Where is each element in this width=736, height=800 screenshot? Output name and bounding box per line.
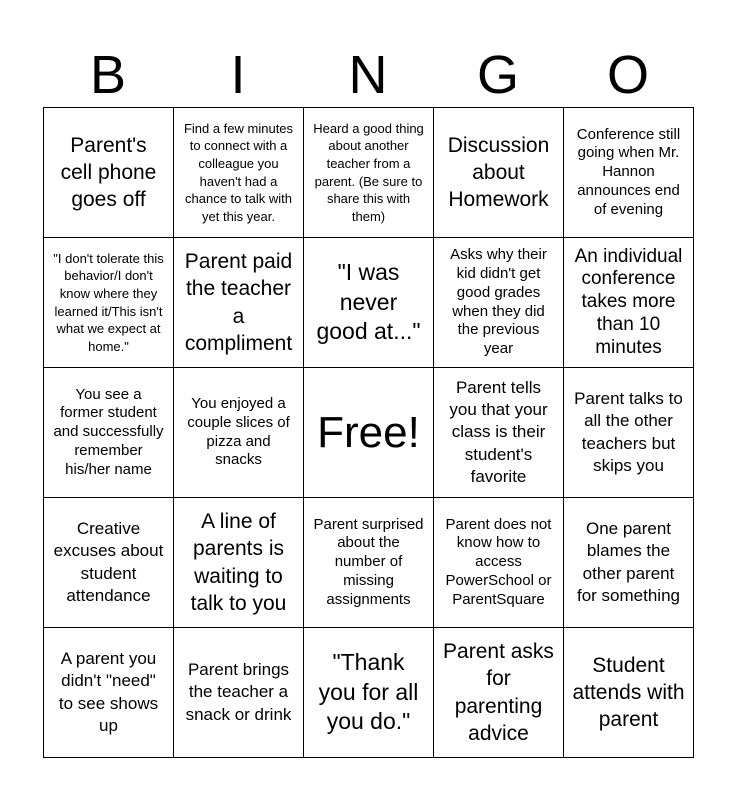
free-space[interactable] <box>304 368 434 498</box>
cell-text: "Thank you for all you do." <box>318 648 419 735</box>
cell-text: Find a few minutes to connect with a colleague you haven't had a chance to talk with yet this year. <box>183 120 294 224</box>
cell-text: An individual conference takes more than 10 minutes <box>574 245 683 358</box>
cell-text: Heard a good thing about another teacher from a parent. (Be sure to share this with them) <box>313 120 424 224</box>
bingo-cell[interactable] <box>434 238 564 368</box>
bingo-cell[interactable] <box>174 108 304 238</box>
bingo-cell[interactable] <box>564 108 694 238</box>
cell-text: Student attends with parent <box>572 653 685 732</box>
bingo-cell[interactable] <box>304 238 434 368</box>
cell-text: Parent brings the teacher a snack or drink <box>185 660 292 724</box>
bingo-cell[interactable] <box>44 108 174 238</box>
bingo-cell[interactable] <box>564 238 694 368</box>
header-letter-b: B <box>89 45 127 105</box>
cell-text: Parent does not know how to access PowerSchool or ParentSquare <box>445 515 552 608</box>
cell-text: Creative excuses about student attendance <box>53 519 164 605</box>
cell-text: Discussion about Homework <box>447 133 550 212</box>
bingo-cell[interactable] <box>434 108 564 238</box>
bingo-board <box>43 107 694 758</box>
bingo-cell[interactable] <box>304 108 434 238</box>
free-space-text: Free! <box>317 407 420 457</box>
bingo-cell[interactable] <box>44 498 174 628</box>
cell-text: A line of parents is waiting to talk to you <box>190 509 287 615</box>
bingo-cell[interactable] <box>174 628 304 758</box>
cell-text: "I was never good at..." <box>316 258 421 345</box>
bingo-cell[interactable] <box>564 628 694 758</box>
header-letter-i: I <box>230 45 246 105</box>
bingo-cell[interactable] <box>44 238 174 368</box>
bingo-cell[interactable] <box>434 368 564 498</box>
bingo-cell[interactable] <box>564 368 694 498</box>
header-letter-o: O <box>606 45 649 105</box>
bingo-cell[interactable] <box>174 238 304 368</box>
bingo-cell[interactable] <box>44 628 174 758</box>
cell-text: Parent tells you that your class is their student's favorite <box>449 378 548 486</box>
cell-text: Parent paid the teacher a compliment <box>184 249 293 355</box>
bingo-cell[interactable] <box>434 628 564 758</box>
cell-text: You enjoyed a couple slices of pizza and snacks <box>187 395 290 469</box>
bingo-cell[interactable] <box>174 498 304 628</box>
cell-text: Parent surprised about the number of missing assignments <box>313 515 424 608</box>
cell-text: Parent talks to all the other teachers but skips you <box>574 389 683 475</box>
cell-text: A parent you didn't "need" to see shows up <box>58 649 159 735</box>
cell-text: You see a former student and successfully remember his/her name <box>53 385 164 478</box>
bingo-cell[interactable] <box>564 498 694 628</box>
bingo-cell[interactable] <box>44 368 174 498</box>
cell-text: Parent asks for parenting advice <box>443 639 554 745</box>
bingo-cell[interactable] <box>304 628 434 758</box>
cell-text: "I don't tolerate this behavior/I don't know where they learned it/This isn't what we expect at home." <box>53 250 164 354</box>
bingo-cell[interactable] <box>174 368 304 498</box>
bingo-cell[interactable] <box>434 498 564 628</box>
cell-text: One parent blames the other parent for something <box>577 519 680 605</box>
cell-text: Parent's cell phone goes off <box>60 133 157 212</box>
bingo-header <box>43 44 693 106</box>
cell-text: Asks why their kid didn't get good grades when they did the previous year <box>450 246 547 357</box>
header-letter-n: N <box>348 45 388 105</box>
header-letter-g: G <box>476 45 519 105</box>
cell-text: Conference still going when Mr. Hannon announces end of evening <box>576 125 681 218</box>
bingo-cell[interactable] <box>304 498 434 628</box>
